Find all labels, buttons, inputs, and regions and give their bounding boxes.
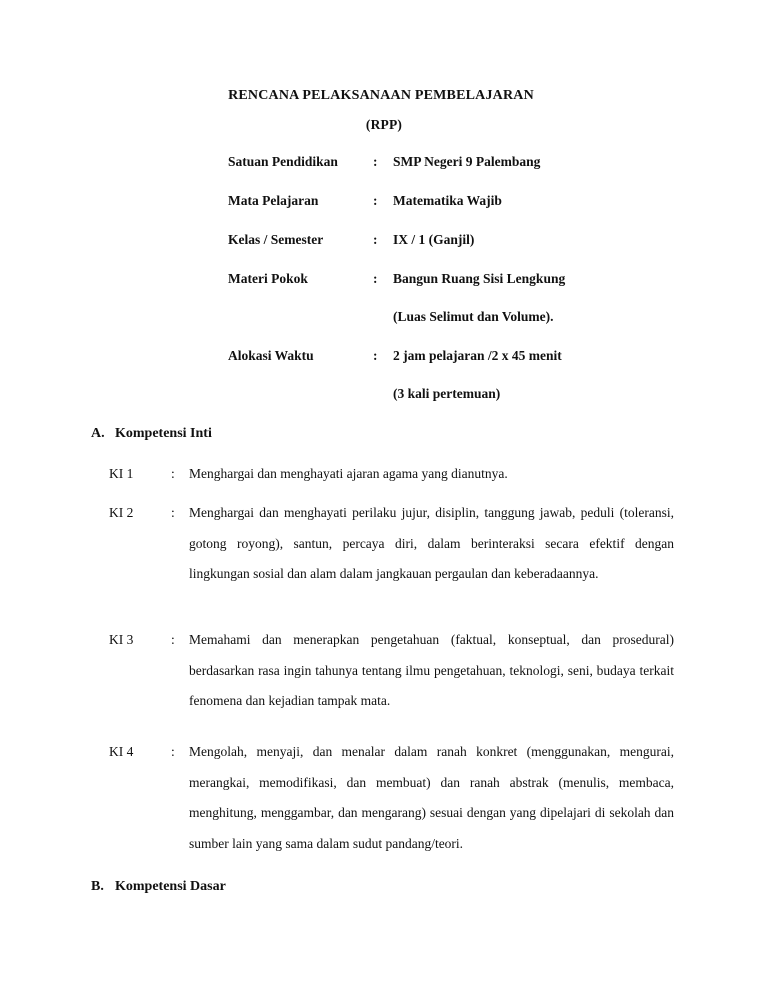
info-value: IX / 1 (Ganjil) — [393, 232, 475, 247]
ki-colon: : — [171, 632, 175, 647]
info-value: 2 jam pelajaran /2 x 45 menit — [393, 348, 562, 363]
ki-colon: : — [171, 744, 175, 759]
document-subtitle: (RPP) — [365, 117, 403, 132]
info-value-continued: (Luas Selimut dan Volume). — [393, 309, 554, 324]
ki-code: KI 1 — [109, 466, 134, 481]
ki-colon: : — [171, 466, 175, 481]
info-label: Satuan Pendidikan — [228, 154, 338, 169]
info-row-mata-pelajaran — [228, 193, 708, 213]
info-row-kelas-semester — [228, 232, 708, 252]
info-row-satuan-pendidikan — [228, 154, 708, 174]
section-letter: B. — [91, 879, 104, 894]
info-value: Bangun Ruang Sisi Lengkung — [393, 271, 566, 286]
info-colon: : — [373, 154, 378, 169]
section-title: Kompetensi Dasar — [115, 879, 226, 894]
section-letter: A. — [91, 426, 105, 441]
info-label: Materi Pokok — [228, 271, 308, 286]
info-colon: : — [373, 232, 378, 247]
info-value-continued: (3 kali pertemuan) — [393, 386, 501, 401]
ki-code: KI 4 — [109, 744, 134, 759]
ki-text: Menghargai dan menghayati ajaran agama yang dianutnya. — [189, 466, 508, 481]
info-row-alokasi-waktu — [228, 348, 708, 401]
info-colon: : — [373, 271, 378, 286]
ki-code: KI 3 — [109, 632, 134, 647]
info-label: Mata Pelajaran — [228, 193, 319, 208]
section-heading-kompetensi-inti — [91, 426, 212, 442]
info-value: SMP Negeri 9 Palembang — [393, 154, 541, 169]
info-label: Kelas / Semester — [228, 232, 324, 247]
info-row-materi-pokok — [228, 271, 708, 324]
ki-colon: : — [171, 505, 175, 520]
ki-code: KI 2 — [109, 505, 134, 520]
ki-text: Menghargai dan menghayati perilaku jujur, disiplin, tanggung jawab, peduli (toleransi, gotong royong), santun, percaya diri, dalam berinteraksi secara efektif dengan lingkungan sosial dan alam dalam jangkauan pergaulan dan keberadaannya. — [189, 505, 674, 581]
info-label: Alokasi Waktu — [228, 348, 314, 363]
ki-text: Mengolah, menyaji, dan menalar dalam ranah konkret (menggunakan, mengurai, merangkai, memodifikasi, dan membuat) dan ranah abstrak (menulis, membaca, menghitung, menggambar, dan mengarang) sesuai dengan yang dipelajari di sekolah dan sumber lain yang sama dalam sudut pandang/teori. — [189, 744, 674, 851]
info-colon: : — [373, 348, 378, 363]
document-title: RENCANA PELAKSANAAN PEMBELAJARAN — [228, 88, 534, 103]
ki-text: Memahami dan menerapkan pengetahuan (faktual, konseptual, dan prosedural) berdasarkan rasa ingin tahunya tentang ilmu pengetahuan, teknologi, seni, budaya terkait fenomena dan kejadian tampak mata. — [189, 632, 674, 708]
section-title: Kompetensi Inti — [115, 426, 212, 441]
section-heading-kompetensi-dasar — [91, 879, 226, 895]
info-value: Matematika Wajib — [393, 193, 502, 208]
info-colon: : — [373, 193, 378, 208]
